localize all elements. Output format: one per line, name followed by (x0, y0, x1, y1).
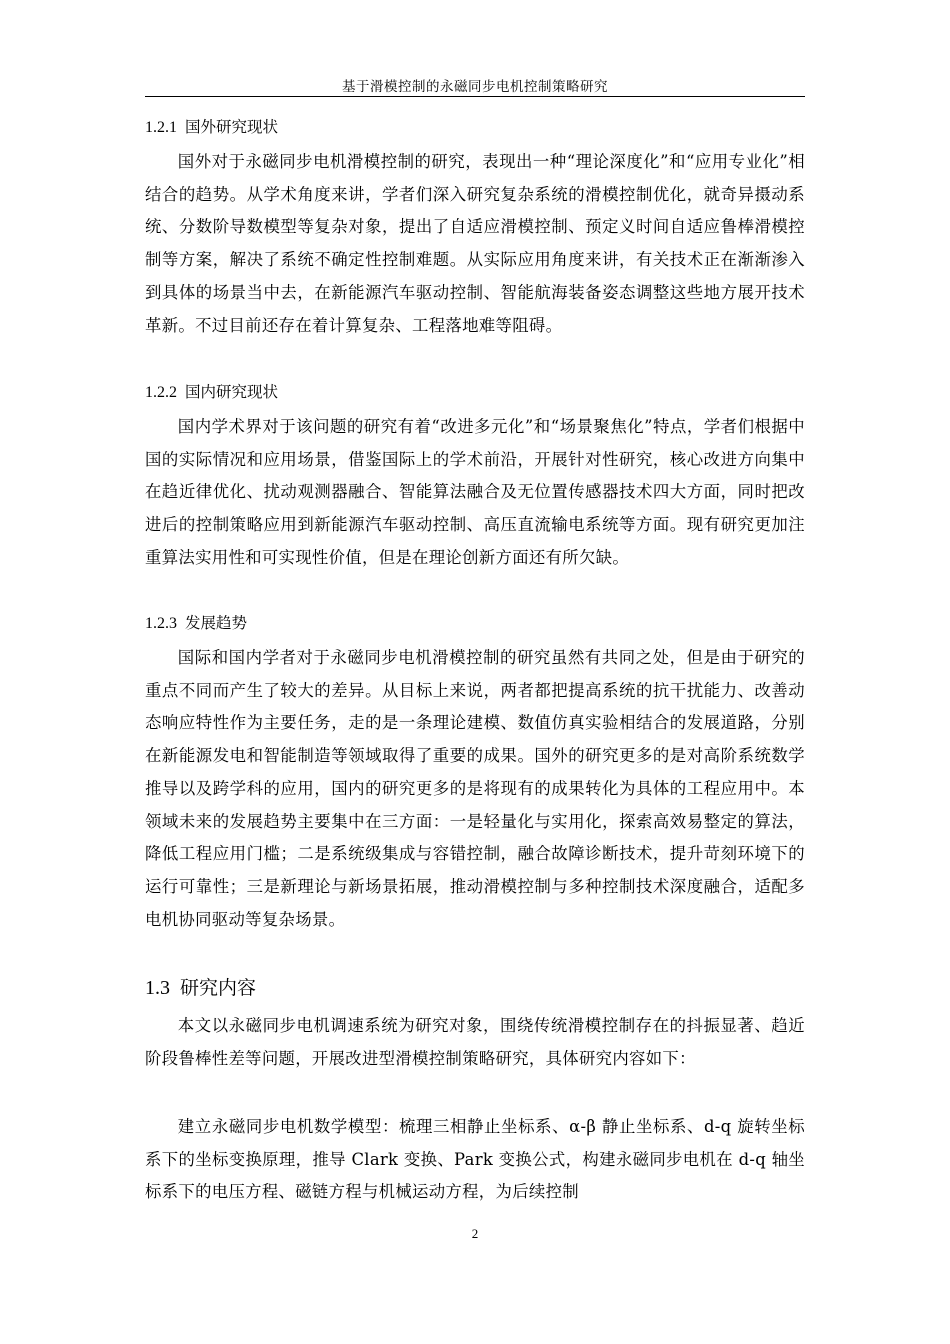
running-header: 基于滑模控制的永磁同步电机控制策略研究 (342, 79, 608, 95)
section-heading-1-3 (145, 976, 805, 1000)
header-rule (145, 96, 805, 97)
section-title: 发展趋势 (185, 614, 248, 632)
paragraph-research-content-intro: 本文以永磁同步电机调速系统为研究对象，围绕传统滑模控制存在的抖振显著、趋近阶段鲁棒性差等问题，开展改进型滑模控制策略研究，具体研究内容如下： (145, 1016, 805, 1068)
section-number: 1.3 (145, 977, 170, 999)
section-title: 国外研究现状 (185, 118, 279, 136)
section-heading-1-2-2 (145, 382, 805, 403)
section-number: 1.2.1 (145, 119, 177, 136)
paragraph-research-content-model: 建立永磁同步电机数学模型：梳理三相静止坐标系、α-β 静止坐标系、d-q 旋转坐标系下的坐标变换原理，推导 Clark 变换、Park 变换公式，构建永磁同步电机在 d-q 轴坐标系下的电压方程、磁链方程与机械运动方程，为后续控制 (145, 1117, 805, 1202)
paragraph-domestic-research: 国内学术界对于该问题的研究有着“改进多元化”和“场景聚焦化”特点，学者们根据中国的实际情况和应用场景，借鉴国际上的学术前沿，开展针对性研究，核心改进方向集中在趋近律优化、扰动观测器融合、智能算法融合及无位置传感器技术四大方面，同时把改进后的控制策略应用到新能源汽车驱动控制、高压直流输电系统等方面。现有研究更加注重算法实用性和可实现性价值，但是在理论创新方面还有所欠缺。 (145, 417, 805, 567)
page-number: 2 (471, 1226, 479, 1241)
section-title: 国内研究现状 (185, 383, 279, 401)
paragraph-development-trend: 国际和国内学者对于永磁同步电机滑模控制的研究虽然有共同之处，但是由于研究的重点不同而产生了较大的差异。从目标上来说，两者都把提高系统的抗干扰能力、改善动态响应特性作为主要任务，走的是一条理论建模、数值仿真实验相结合的发展道路，分别在新能源发电和智能制造等领域取得了重要的成果。国外的研究更多的是对高阶系统数学推导以及跨学科的应用，国内的研究更多的是将现有的成果转化为具体的工程应用中。本领域未来的发展趋势主要集中在三方面：一是轻量化与实用化，探索高效易整定的算法，降低工程应用门槛；二是系统级集成与容错控制，融合故障诊断技术，提升苛刻环境下的运行可靠性；三是新理论与新场景拓展，推动滑模控制与多种控制技术深度融合，适配多电机协同驱动等复杂场景。 (145, 648, 805, 929)
section-heading-1-2-3 (145, 613, 805, 634)
paragraph-foreign-research: 国外对于永磁同步电机滑模控制的研究，表现出一种“理论深度化”和“应用专业化”相结合的趋势。从学术角度来讲，学者们深入研究复杂系统的滑模控制优化，就奇异摄动系统、分数阶导数模型等复杂对象，提出了自适应滑模控制、预定义时间自适应鲁棒滑模控制等方案，解决了系统不确定性控制难题。从实际应用角度来讲，有关技术正在渐渐渗入到具体的场景当中去，在新能源汽车驱动控制、智能航海装备姿态调整这些地方展开技术革新。不过目前还存在着计算复杂、工程落地难等阻碍。 (145, 152, 805, 335)
section-heading-1-2-1 (145, 117, 805, 138)
section-number: 1.2.3 (145, 615, 177, 632)
section-number: 1.2.2 (145, 384, 177, 401)
section-title: 研究内容 (180, 977, 257, 999)
